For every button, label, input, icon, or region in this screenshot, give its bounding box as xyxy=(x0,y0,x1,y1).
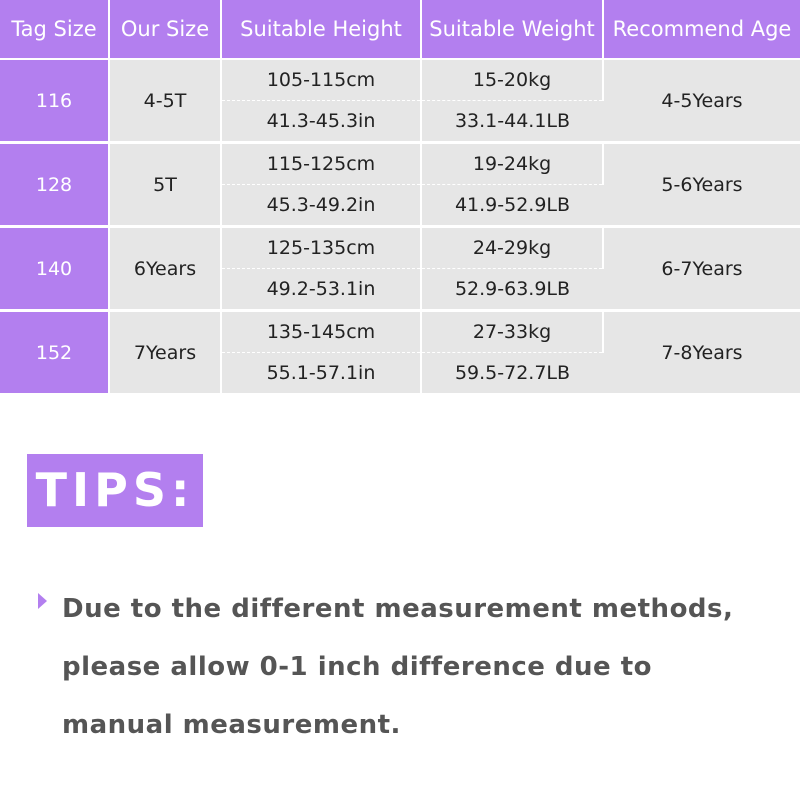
weight-lb-cell: 52.9-63.9LB xyxy=(421,269,603,311)
tag-size-cell: 140 xyxy=(0,227,109,311)
weight-kg-cell: 24-29kg xyxy=(421,227,603,269)
tag-size-cell: 116 xyxy=(0,59,109,143)
height-in-cell: 55.1-57.1in xyxy=(221,353,421,394)
tips-note xyxy=(62,580,782,754)
weight-kg-cell: 15-20kg xyxy=(421,59,603,101)
height-cm-cell: 125-135cm xyxy=(221,227,421,269)
tips-line: manual measurement. xyxy=(62,710,401,740)
tag-size-cell: 128 xyxy=(0,143,109,227)
table-row xyxy=(0,227,800,269)
header-recommend-age: Recommend Age xyxy=(603,0,800,59)
header-tag-size: Tag Size xyxy=(0,0,109,59)
height-cm-cell: 135-145cm xyxy=(221,311,421,353)
weight-kg-cell: 27-33kg xyxy=(421,311,603,353)
table-row xyxy=(0,311,800,353)
our-size-cell: 5T xyxy=(109,143,221,227)
table-row xyxy=(0,143,800,185)
our-size-cell: 6Years xyxy=(109,227,221,311)
height-cm-cell: 105-115cm xyxy=(221,59,421,101)
weight-kg-cell: 19-24kg xyxy=(421,143,603,185)
our-size-cell: 7Years xyxy=(109,311,221,394)
our-size-cell: 4-5T xyxy=(109,59,221,143)
weight-lb-cell: 59.5-72.7LB xyxy=(454,362,571,384)
size-chart-table xyxy=(0,0,800,393)
tag-size-cell: 152 xyxy=(0,311,109,394)
header-suitable-weight: Suitable Weight xyxy=(421,0,603,59)
header-suitable-height: Suitable Height xyxy=(221,0,421,59)
tips-line: please allow 0-1 inch difference due to xyxy=(62,652,653,682)
age-cell: 4-5Years xyxy=(603,59,800,143)
table-header-row xyxy=(0,0,800,59)
age-cell: 6-7Years xyxy=(603,227,800,311)
table-row xyxy=(0,59,800,101)
height-cm-cell: 115-125cm xyxy=(221,143,421,185)
header-our-size: Our Size xyxy=(109,0,221,59)
height-in-cell: 41.3-45.3in xyxy=(221,101,421,143)
height-in-cell: 49.2-53.1in xyxy=(221,269,421,311)
age-cell: 7-8Years xyxy=(661,341,743,364)
tips-line: Due to the different measurement methods, xyxy=(62,594,734,624)
play-arrow-icon xyxy=(38,593,47,609)
weight-lb-cell: 33.1-44.1LB xyxy=(421,101,603,143)
weight-lb-cell: 41.9-52.9LB xyxy=(421,185,603,227)
height-in-cell: 45.3-49.2in xyxy=(221,185,421,227)
tips-title-badge: TIPS: xyxy=(27,454,203,527)
age-cell: 5-6Years xyxy=(603,143,800,227)
